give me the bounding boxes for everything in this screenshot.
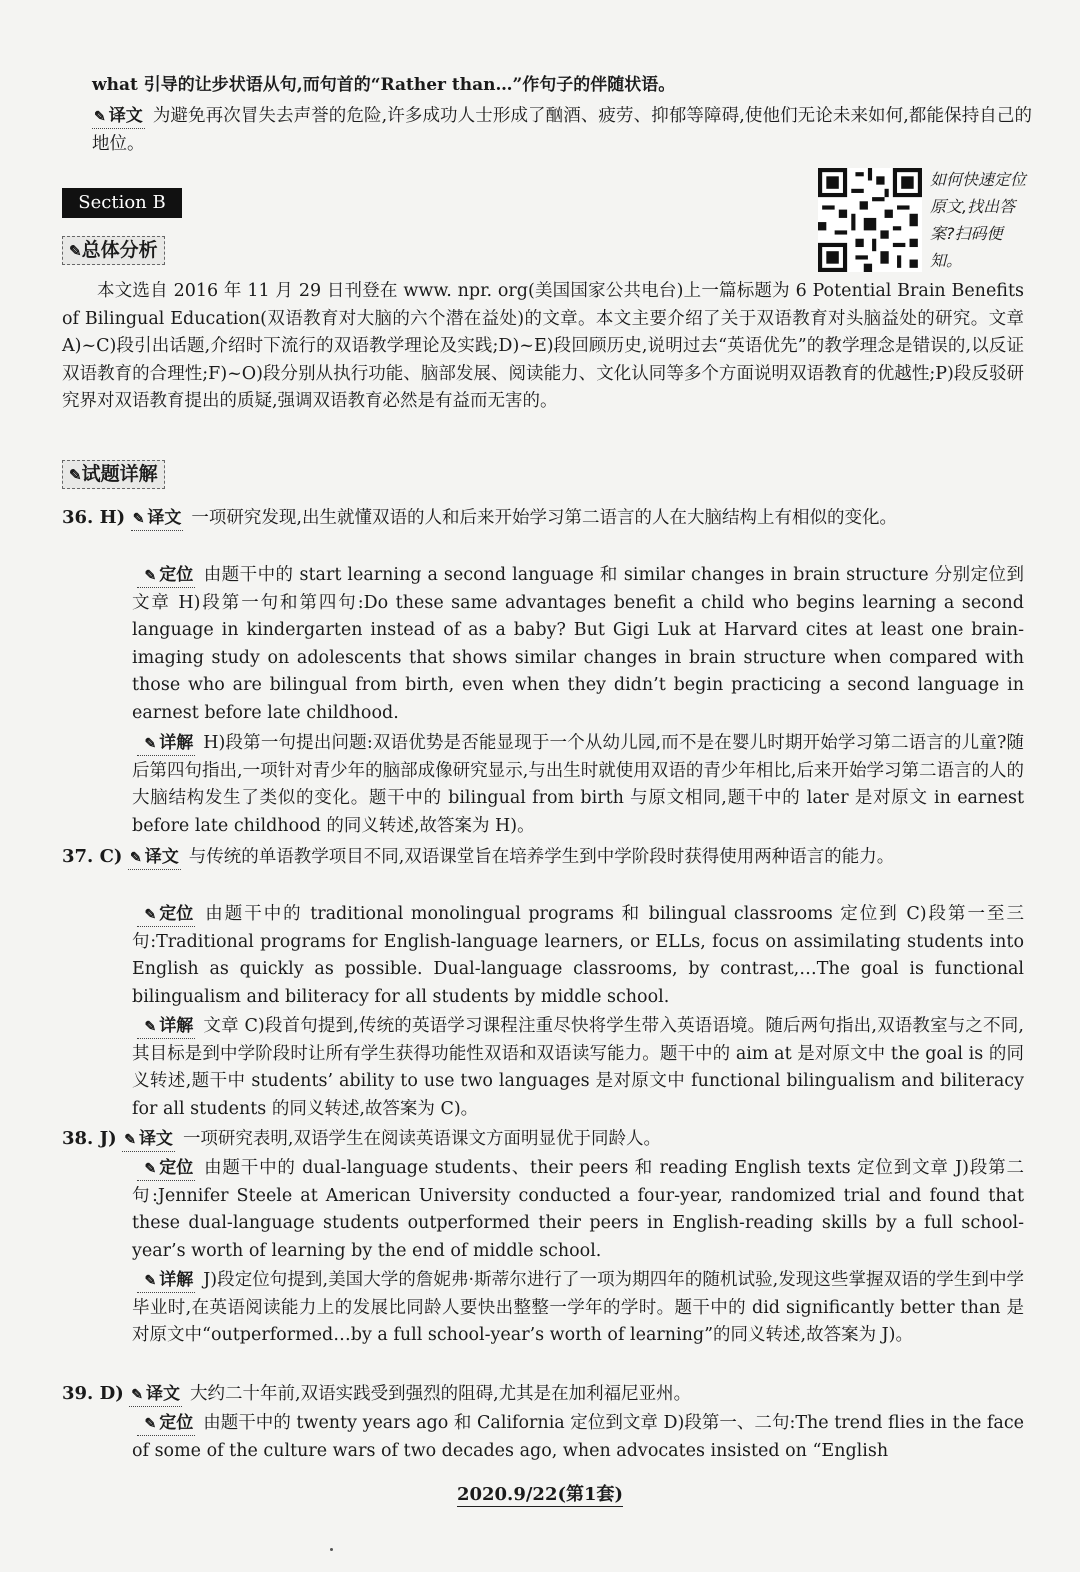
question-38-xiangjie: ✎ 详解 J)段定位句提到,美国大学的詹妮弗·斯蒂尔进行了一项为期四年的随机试验,发现这些掌握双语的学生到中学毕业时,在英语阅读能力上的发展比同龄人要快出整整一学年的学时。题干中的 did significantly better than 是对原文中“outperformed…by a full school-year’s worth of learning”的同义转述,故答案为 J)。 — [132, 1270, 1024, 1345]
yiwen-tag: ✎ 译文 — [129, 1383, 182, 1407]
question-translation: 一项研究发现,出生就懂双语的人和后来开始学习第二语言的人在大脑结构上有相似的变化。 — [191, 508, 897, 528]
pen-icon: ✎ — [144, 1416, 157, 1432]
question-translation: 一项研究表明,双语学生在阅读英语课文方面明显优于同龄人。 — [182, 1129, 661, 1149]
question-38 — [62, 1125, 1024, 1154]
dingwei-tag: ✎ 定位 — [137, 903, 195, 927]
scan-speck — [330, 1548, 333, 1551]
question-number: 38. J) — [62, 1128, 117, 1149]
question-36-dingwei: ✎ 定位 由题干中的 start learning a second language 和 similar changes in brain structure 分别定位到文章 H)段第一句和第四句:Do these same advantages benefit a child who begins learning a second language in kindergarten instead of as a baby? But Gigi Luk at Harvard cites at least one brain-imaging study on adolescents that shows similar changes in brain structure when compared with those who are bilingual from birth, even when they didn’t begin practicing a second language in earnest before late childhood. — [132, 565, 1024, 723]
qr-code-icon[interactable] — [818, 168, 922, 272]
details-heading: ✎试题详解 — [62, 460, 165, 489]
pen-icon: ✎ — [69, 242, 82, 260]
xiangjie-tag: ✎ 详解 — [137, 1015, 195, 1039]
dingwei-tag: ✎ 定位 — [137, 1412, 195, 1436]
pen-icon: ✎ — [131, 1387, 144, 1403]
pen-icon: ✎ — [144, 568, 157, 584]
question-number: 36. H) — [62, 507, 126, 528]
pen-icon: ✎ — [124, 1132, 136, 1148]
question-38-dingwei: ✎ 定位 由题干中的 dual-language students、their peers 和 reading English texts 定位到文章 J)段第二句:Jennifer Steele at American University conducted a four-year, randomized trial and found that these dual-language students outperformed their peers in English-reading skills by a full school-year’s worth of learning by the end of middle school. — [132, 1158, 1024, 1261]
yiwen-tag: ✎ 译文 — [128, 846, 181, 870]
xiangjie-tag: ✎ 详解 — [137, 732, 195, 756]
pen-icon: ✎ — [144, 1273, 157, 1289]
pen-icon: ✎ — [132, 511, 145, 527]
question-39 — [62, 1380, 1024, 1409]
question-39-dingwei: ✎ 定位 由题干中的 twenty years ago 和 California 定位到文章 D)段第一、二句:The trend flies in the face of some of the culture wars of two decades ago, when advocates insisted on “English — [132, 1413, 1024, 1461]
pen-icon: ✎ — [130, 850, 142, 866]
question-36 — [62, 504, 1024, 533]
question-36-xiangjie: ✎ 详解 H)段第一句提出问题:双语优势是否能显现于一个从幼儿园,而不是在婴儿时期开始学习第二语言的儿童?随后第四句指出,一项针对青少年的脑部成像研究显示,与出生时就使用双语的青少年相比,后来开始学习第二语言的人的大脑结构发生了类似的变化。题干中的 bilingual from birth 与原文相同,题干中的 later 是对原文 in earnest before late childhood 的同义转述,故答案为 H)。 — [132, 733, 1024, 836]
question-translation: 与传统的单语教学项目不同,双语课堂旨在培养学生到中学阶段时获得使用两种语言的能力。 — [188, 847, 895, 867]
question-number: 37. C) — [62, 846, 123, 867]
dingwei-tag: ✎ 定位 — [137, 1157, 195, 1181]
question-number: 39. D) — [62, 1383, 124, 1404]
page-footer: 2020.9/22(第1套) — [456, 1484, 624, 1505]
yiwen-tag: ✎ 译文 — [122, 1128, 175, 1152]
xiangjie-tag: ✎ 详解 — [137, 1269, 195, 1293]
translation-tag: ✎ 译文 — [92, 105, 145, 129]
intro-translation: ✎ 译文 为避免再次冒失去声誉的危险,许多成功人士形成了酗酒、疲劳、抑郁等障碍,使他们无论未来如何,都能保持自己的地位。 — [92, 106, 1032, 154]
pen-icon: ✎ — [94, 109, 106, 125]
overview-paragraph: 本文选自 2016 年 11 月 29 日刊登在 www. npr. org(美国国家公共电台)上一篇标题为 6 Potential Brain Benefits of Bilingual Education(双语教育对大脑的六个潜在益处)的文章。本文主要介绍了关于双语教育对头脑益处的研究。文章 A)~C)段引出话题,介绍时下流行的双语教学理论及实践;D)~E)段回顾历史,说明过去“英语优先”的教学理念是错误的,以反证双语教育的合理性;F)~O)段分别从执行功能、脑部发展、阅读能力、文化认同等多个方面说明双语教育的优越性;P)段反驳研究界对双语教育提出的质疑,强调双语教育必然是有益而无害的。 — [62, 281, 1024, 411]
pen-icon: ✎ — [144, 736, 157, 752]
question-37-dingwei: ✎ 定位 由题干中的 traditional monolingual programs 和 bilingual classrooms 定位到 C)段第一至三句:Traditional programs for English-language learners, or ELLs, focus on assimilating students into English as quickly as possible. Dual-language classrooms, by contrast,…The goal is functional bilingualism and biliteracy for all students by middle school. — [132, 904, 1024, 1007]
pen-icon: ✎ — [144, 1019, 157, 1035]
pen-icon: ✎ — [144, 907, 157, 923]
question-translation: 大约二十年前,双语实践受到强烈的阻碍,尤其是在加利福尼亚州。 — [190, 1384, 692, 1404]
section-label: Section B — [62, 188, 182, 218]
overview-heading: ✎总体分析 — [62, 236, 165, 265]
dingwei-tag: ✎ 定位 — [137, 564, 195, 588]
pen-icon: ✎ — [69, 466, 82, 484]
yiwen-tag: ✎ 译文 — [131, 507, 184, 531]
qr-caption: 如何快速定位原文,找出答案?扫码便知。 — [930, 170, 1027, 270]
question-37 — [62, 843, 1024, 872]
pen-icon: ✎ — [144, 1161, 157, 1177]
intro-line: what 引导的让步状语从句,而句首的“Rather than…”作句子的伴随状语。 — [92, 75, 676, 95]
question-37-xiangjie: ✎ 详解 文章 C)段首句提到,传统的英语学习课程注重尽快将学生带入英语语境。随后两句指出,双语教室与之不同,其目标是到中学阶段时让所有学生获得功能性双语和双语读写能力。题干中的 aim at 是对原文中 the goal is 的同义转述,题干中 students’ ability to use two languages 是对原文中 functional bilingualism and biliteracy for all students 的同义转述,故答案为 C)。 — [132, 1016, 1024, 1119]
